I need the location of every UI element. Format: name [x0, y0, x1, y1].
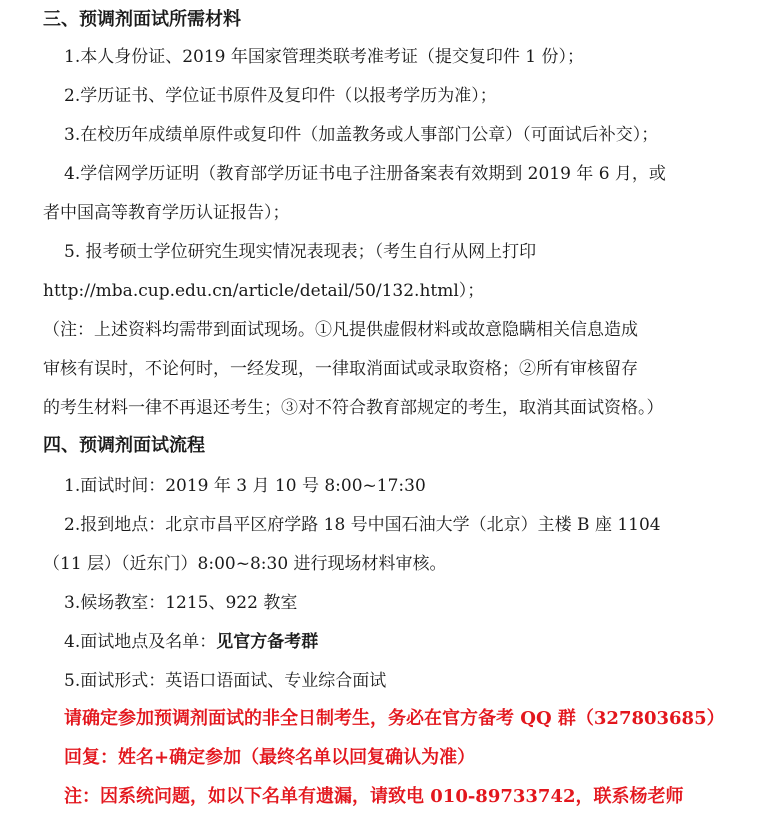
notice-line-3: 注：因系统问题，如以下名单有遗漏，请致电 010-89733742，联系杨老师	[64, 786, 684, 807]
section-4-item-2-line-2: （11 层）（近东门）8:00~8:30 进行现场材料审核。	[43, 554, 447, 574]
section-4-item-4	[64, 631, 318, 653]
section-3-item-3: 3.在校历年成绩单原件或复印件（加盖教务或人事部门公章）（可面试后补交）；	[64, 125, 659, 145]
section-4-item-5: 5.面试形式：英语口语面试、专业综合面试	[64, 671, 387, 691]
section-3-item-4-line-1: 4.学信网学历证明（教育部学历证书电子注册备案表有效期到 2019 年 6 月，或	[64, 164, 666, 184]
notice-line-1: 请确定参加预调剂面试的非全日制考生，务必在官方备考 QQ 群（327803685）	[64, 708, 725, 729]
section-3-note-line-1: （注：上述资料均需带到面试现场。①凡提供虚假材料或故意隐瞒相关信息造成	[43, 320, 638, 340]
section-4-item-1: 1.面试时间：2019 年 3 月 10 号 8:00~17:30	[64, 476, 426, 496]
section-3-heading: 三、预调剂面试所需材料	[43, 9, 241, 30]
section-4-item-2-line-1: 2.报到地点：北京市昌平区府学路 18 号中国石油大学（北京）主楼 B 座 1104	[64, 515, 661, 535]
section-4-item-4-value: 见官方备考群	[216, 632, 319, 652]
section-4-heading: 四、预调剂面试流程	[43, 435, 205, 456]
section-3-item-2: 2.学历证书、学位证书原件及复印件（以报考学历为准）；	[64, 86, 497, 106]
section-3-item-5-url: http://mba.cup.edu.cn/article/detail/50/132.html）；	[43, 281, 485, 301]
section-4-item-3: 3.候场教室：1215、922 教室	[64, 593, 298, 613]
notice-line-2: 回复：姓名+确定参加（最终名单以回复确认为准）	[64, 747, 476, 768]
section-3-item-5-line-1: 5. 报考硕士学位研究生现实情况表现表；（考生自行从网上打印	[64, 242, 537, 262]
section-3-note-line-3: 的考生材料一律不再退还考生；③对不符合教育部规定的考生，取消其面试资格。）	[43, 398, 664, 418]
section-4-item-4-label: 4.面试地点及名单：	[64, 632, 217, 652]
section-3-item-1: 1.本人身份证、2019 年国家管理类联考准考证（提交复印件 1 份）；	[64, 47, 585, 67]
section-3-note-line-2: 审核有误时，不论何时，一经发现，一律取消面试或录取资格；②所有审核留存	[43, 359, 638, 379]
section-3-item-4-line-2: 者中国高等教育学历认证报告）；	[43, 203, 290, 223]
